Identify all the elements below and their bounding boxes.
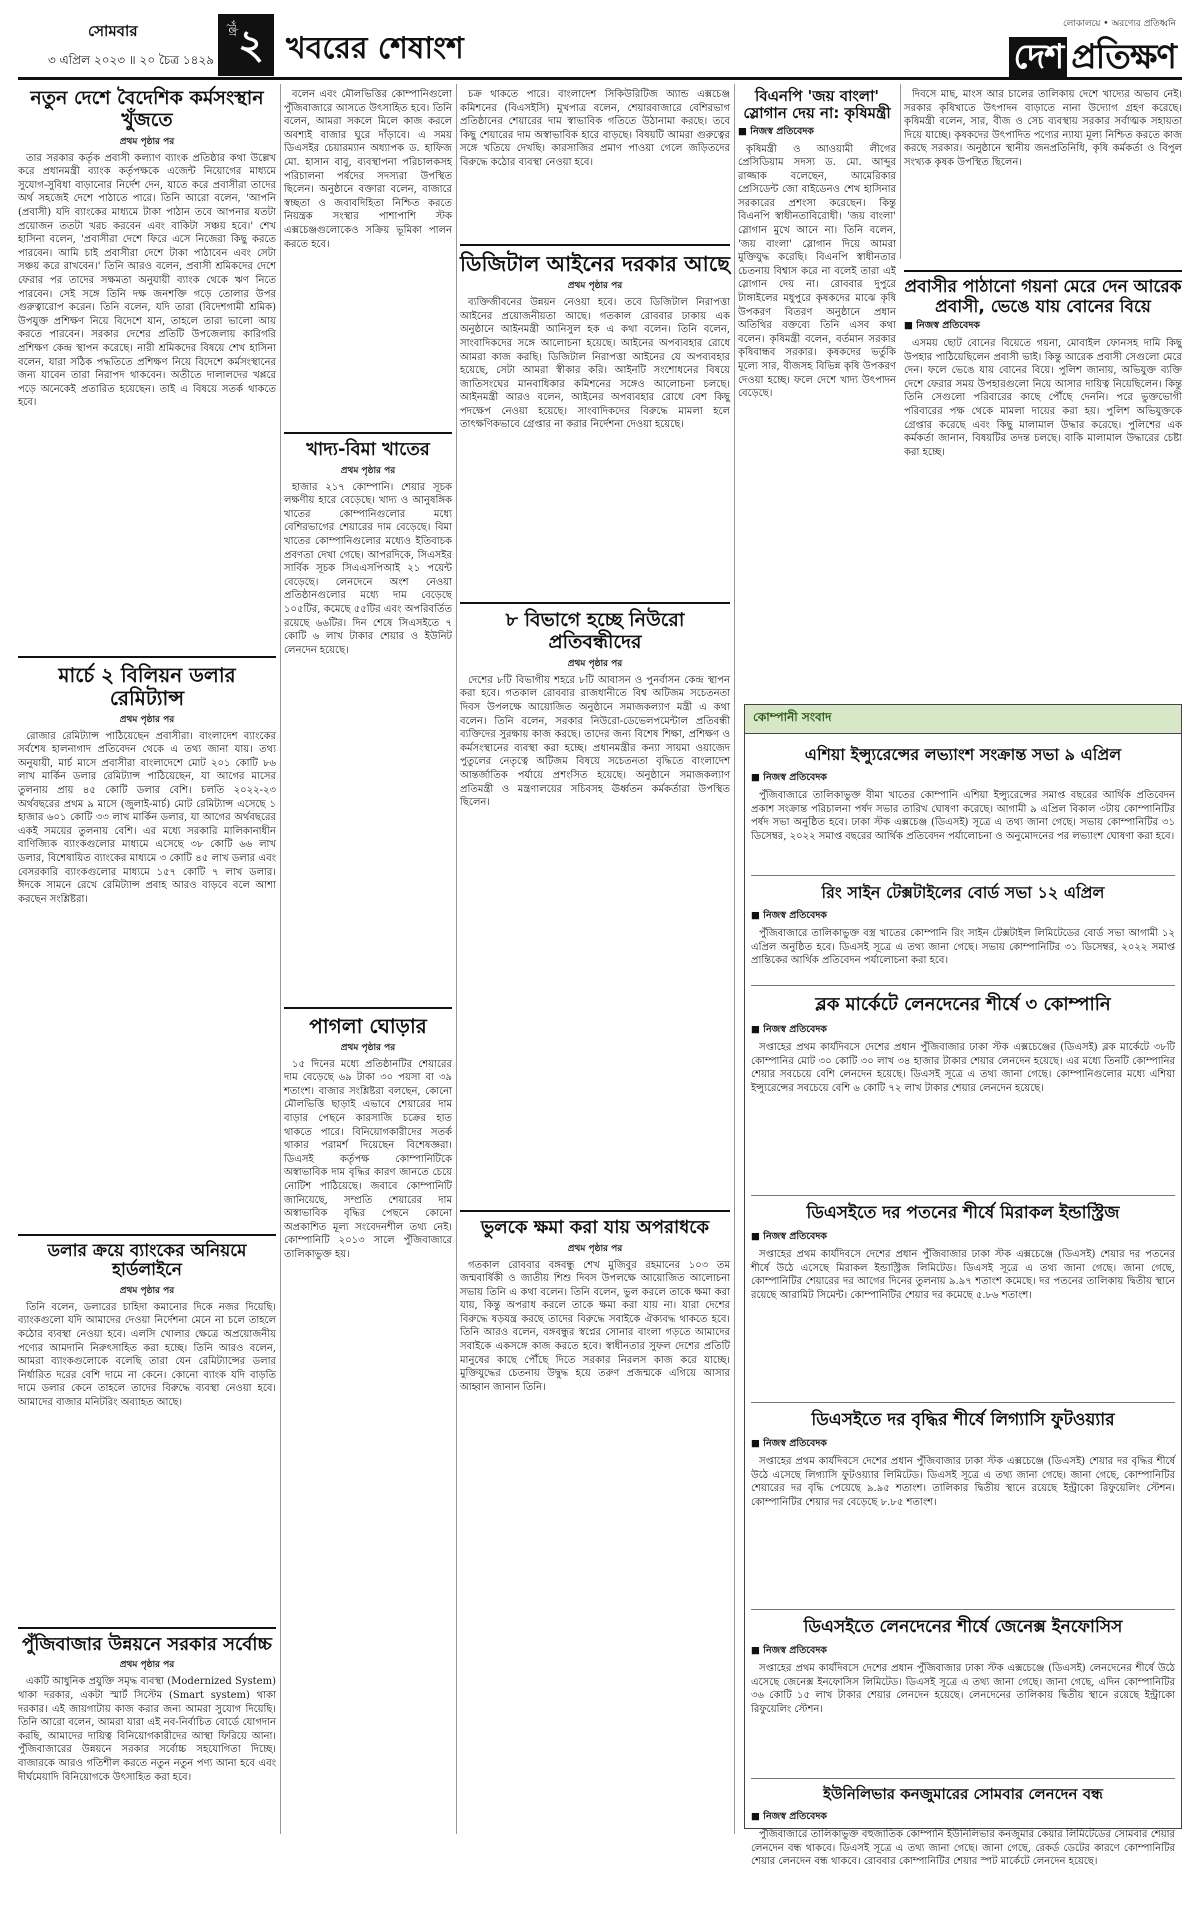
company-news-box [744,704,1182,1868]
article-headline: ডিজিটাল আইনের দরকার আছে [460,252,730,276]
article-body: হাজার ২১৭ কোম্পানি। শেয়ার সূচক লক্ষণীয় হারে বেড়েছে। খাদ্য ও আনুষঙ্গিক খাতের কোম্পানিগুলোর মধ্যে বেশিরভাগের শেয়ারের দাম বেড়েছে। বিমা খাতের কোম্পানিগুলোর মধ্যেও ইতিবাচক প্রবণতা দেখা গেছে। আপরদিকে, সিএসইর সার্বিক সূচক সিএএসপিআই ২১ পয়েন্ট বেড়েছে। লেনদেনে অংশ নেওয়া প্রতিষ্ঠানগুলোর মধ্যে দাম বেড়েছে ১০৫টির, কমেছে ৫৫টির এবং অপরিবর্তিত রয়েছে ৬৬টির। দিন শেষে সিএসইতে ৭ কোটি ৬ লাখ টাকার শেয়ার ও ইউনিট লেনদেন হয়েছে। [284,481,452,656]
continuation-note: প্রথম পৃষ্ঠার পর [567,658,623,669]
article-headline: নতুন দেশে বৈদেশিক কর্মসংস্থান খুঁজতে [30,87,264,131]
article-headline: ডলার ক্রয়ে ব্যাংকের অনিয়মে হার্ডলাইনে [47,1240,247,1281]
news-body: সপ্তাহের প্রথম কার্যদিবসে দেশের প্রধান পুঁজিবাজার ঢাকা স্টক এক্সচেঞ্জে (ডিএসই) শেয়ার দর পতনের শীর্ষে উঠে এসেছে মিরাকল ইন্ডাস্ট্রিজ লিমিটেড। ডিএসই সূত্রে এ তথ্য জানা গেছে। জানা গেছে, কোম্পানিটির শেয়ারের দর আগের দিনের তুলনায় ৯.৯৭ শতাংশ কমেছে। দর পতনের তালিকায় দ্বিতীয় স্থানে রয়েছে আরামিট সিমেন্ট। কোম্পানিটির শেয়ার দর কমেছে ৫.৮৬ শতাংশ। [751,1249,1175,1301]
masthead-tagline: লোকালয়ে • অরণ্যের প্রতিধ্বনি [1062,19,1176,29]
divider [18,1627,276,1629]
article-body: চক্র থাকতে পারে। বাংলাদেশ সিকিউরিটিজ অ্যান্ড এক্সচেঞ্জ কমিশনের (বিএসইসি) মুখপাত্র বলেন, শেয়ারবাজারে বেশিরভাগ প্রতিষ্ঠানের শেয়ারের দাম স্বাভাবিক গতিতে উঠানামা করছে। তবে কিছু শেয়ারের দাম অস্বাভাবিক হারে বাড়ছে। বিষয়টি আমরা গুরুত্বের সঙ্গে খতিয়ে দেখছি। কারসাজির প্রমাণ পাওয়া গেলে জড়িতদের বিরুদ্ধে কঠোর ব্যবস্থা নেওয়া হবে। [460,89,730,168]
article-gold-theft [904,264,1182,547]
company-news-item [751,990,1175,1191]
article-body: এসময় ছোট বোনের বিয়েতে গয়না, মোবাইল ফোনসহ দামি কিছু উপহার পাঠিয়েছিলেন প্রবাসী ভাই। কিন্তু আরেক প্রবাসী সেগুলো মেরে দেন। ফলে ভেঙে যায় বোনের বিয়ে। পুলিশ জানায়, অভিযুক্ত ব্যক্তি দেশে ফেরার সময় উপহারগুলো নিয়ে আসার দায়িত্ব নিয়েছিলেন। কিন্তু তিনি সেগুলো পরিবারের কাছে পৌঁছে দেননি। পরে ভুক্তভোগী পরিবারের পক্ষ থেকে মামলা দায়ের করা হয়। পুলিশ অভিযুক্তকে গ্রেপ্তার করেছে এবং কিছু মালামাল উদ্ধার করেছে। পুলিশের এক কর্মকর্তা জানান, বিষয়টির তদন্ত চলছে। বাকি মালামাল উদ্ধারের চেষ্টা করা হচ্ছে। [904,338,1182,458]
article-body: রোজার রেমিট্যান্স পাঠিয়েছেন প্রবাসীরা। বাংলাদেশ ব্যাংকের সর্বশেষ হালনাগাদ প্রতিবেদন থেকে এ তথ্য জানা যায়। তথ্য অনুযায়ী, মার্চ মাসে প্রবাসীরা বাংলাদেশে মোট ২০১ কোটি ৮৬ লাখ মার্কিন ডলার রেমিট্যান্স পাঠিয়েছেন, যা আগের মাসের তুলনায় প্রায় ৪৫ কোটি ডলার বেশি। চলতি ২০২২-২৩ অর্থবছরের প্রথম ৯ মাসে (জুলাই-মার্চ) মোট রেমিট্যান্স এসেছে ১ হাজার ৬০১ কোটি ৩৩ লাখ মার্কিন ডলার, যা আগের অর্থবছরের একই সময়ের তুলনায় বেশি। এর মধ্যে সরকারি মালিকানাধীন বাণিজ্যিক ব্যাংকগুলোর মাধ্যমে এসেছে ৩৮ কোটি ৬৬ লাখ ডলার, বিশেষায়িত ব্যাংকের মাধ্যমে ৩ কোটি ৪৫ লাখ ডলার এবং বেসরকারি ব্যাংকগুলোর মাধ্যমে ১৫৭ কোটি ৭ লাখ ডলার। ঈদকে সামনে রেখে রেমিট্যান্স প্রবাহ আরও বাড়বে বলে আশা করছেন সংশ্লিষ্টরা। [18,730,276,905]
continuation-note: প্রথম পৃষ্ঠার পর [340,465,396,476]
continuation-note: প্রথম পৃষ্ঠার পর [567,1243,623,1254]
divider [284,1007,452,1009]
section-title: খবরের শেষাংশ [286,31,464,66]
page-number-box [218,14,274,76]
page-header [18,14,1182,80]
article-body: কৃষিমন্ত্রী ও আওয়ামী লীগের প্রেসিডিয়াম সদস্য ড. মো. আব্দুর রাজ্জাক বলেছেন, আমেরিকার প্রেসিডেন্ট জো বাইডেনও শেখ হাসিনার সরকারের প্রশংসা করেছেন। কিন্তু বিএনপি স্বাধীনতাবিরোধী। 'জয় বাংলা' স্লোগান মুখে আনে না। তিনি বলেন, 'জয় বাংলা' স্লোগান দিয়ে আমরা মুক্তিযুদ্ধ করেছি। বিএনপি স্বাধীনতার চেতনায় বিশ্বাস করে না বলেই তারা এই স্লোগান দেয় না। রোববার দুপুরে টাঙ্গাইলের মধুপুরে কৃষকদের মাঝে কৃষি উপকরণ বিতরণ অনুষ্ঠানে প্রধান অতিথির বক্তব্যে তিনি এসব কথা বলেন। কৃষিমন্ত্রী বলেন, বর্তমান সরকার কৃষিবান্ধব সরকার। কৃষকদের ভর্তুকি মূল্যে সার, বীজসহ বিভিন্ন কৃষি উপকরণ দেওয়া হচ্ছে। ফলে দেশে খাদ্য উৎপাদন বেড়েছে। [738,143,896,400]
news-body: সপ্তাহের প্রথম কার্যদিবসে দেশের প্রধান পুঁজিবাজার ঢাকা স্টক এক্সচেঞ্জে (ডিএসই) শেয়ার দর বৃদ্ধির শীর্ষে উঠে এসেছে লিগ্যাসি ফুটওয়্যার লিমিটেড। ডিএসই সূত্রে এ তথ্য জানা গেছে। জানা গেছে, কোম্পানিটির শেয়ারের দর বৃদ্ধি পেয়েছে ৯.৯৫ শতাংশ। তালিকার দ্বিতীয় স্থানে রয়েছে ইন্ট্রাকো রিফুয়েলিং স্টেশন। কোম্পানিটির শেয়ার দর বেড়েছে ৮.৮৫ শতাংশ। [751,1456,1175,1508]
logo-word: প্রতিক্ষণ [1071,37,1176,77]
article-headline: প্রবাসীর পাঠানো গয়না মেরে দেন আরেক প্রবাসী, ভেঙে যায় বোনের বিয়ে [904,277,1182,317]
reporter-byline: ■ নিজস্ব প্রতিবেদক [751,771,1175,786]
company-news-list [745,734,1181,1902]
news-headline: ব্লক মার্কেটে লেনদেনের শীর্ষে ৩ কোম্পানি [815,994,1111,1015]
divider [904,270,1182,272]
divider [460,602,730,604]
column-3 [460,84,730,1834]
continuation-note: প্রথম পৃষ্ঠার পর [119,714,175,725]
reporter-byline: ■ নিজস্ব প্রতিবেদক [738,125,896,140]
divider [751,1778,1175,1779]
news-headline: রিং সাইন টেক্সটাইলের বোর্ড সভা ১২ এপ্রিল [821,883,1105,902]
article-body: দেশের ৮টি বিভাগীয় শহরে ৮টি আবাসন ও পুনর্বাসন কেন্দ্র স্থাপন করা হবে। গতকাল রোববার রাজধানীতে বিশ্ব অটিজম সচেতনতা দিবস উপলক্ষে আয়োজিত অনুষ্ঠানে সমাজকল্যাণ মন্ত্রী এ কথা বলেন। তিনি বলেন, সরকার নিউরো-ডেভেলপমেন্টাল প্রতিবন্ধী ব্যক্তিদের সুরক্ষায় কাজ করছে। তাদের জন্য বিশেষ শিক্ষা, প্রশিক্ষণ ও কর্মসংস্থানের ব্যবস্থা করা হচ্ছে। প্রধানমন্ত্রীর কন্যা সায়মা ওয়াজেদ পুতুলের নেতৃত্বে অটিজম বিষয়ে সচেতনতা বৃদ্ধিতে বাংলাদেশ আন্তর্জাতিক পর্যায়ে প্রশংসিত হয়েছে। অনুষ্ঠানে সমাজকল্যাণ প্রতিমন্ত্রী ও মন্ত্রণালয়ের সচিবসহ ঊর্ধ্বতন কর্মকর্তারা উপস্থিত ছিলেন। [460,674,730,809]
article-capital-market [18,1635,276,1925]
article-body: বলেন এবং মৌলভিত্তির কোম্পানিগুলো পুঁজিবাজারে আসতে উৎসাহিত হবে। তিনি বলেন, আমরা সকলে মিলে কাজ করলে অবশ্যই বাজার ঘুরে দাঁড়াবে। এ সময় ডিএসইর চেয়ারম্যান অধ্যাপক ড. হাফিজ মো. হাসান বাবু, ব্যবস্থাপনা পরিচালকসহ পরিচালনা পর্ষদের সদস্যরা উপস্থিত ছিলেন। অনুষ্ঠানে বক্তারা বলেন, বাজারে স্বচ্ছতা ও জবাবদিহিতা নিশ্চিত করতে নিয়ন্ত্রক সংস্থার পাশাপাশি স্টক এক্সচেঞ্জগুলোকেও সক্রিয় ভূমিকা পালন করতে হবে। [284,89,452,250]
reporter-byline: ■ নিজস্ব প্রতিবেদক [751,1230,1175,1245]
issue-day: সোমবার [88,22,138,40]
article-body: ১৫ দিনের মধ্যে প্রতিষ্ঠানটির শেয়ারের দাম বেড়েছে ৬৯ টাকা ৩০ পয়সা বা ৩৯ শতাংশ। বাজার সংশ্লিষ্টরা বলছেন, কোনো মৌলভিত্তি ছাড়াই এভাবে শেয়ারের দাম বাড়ার পেছনে কারসাজি চক্রের হাত থাকতে পারে। বিনিয়োগকারীদের সতর্ক থাকার পরামর্শ দিয়েছেন বিশেষজ্ঞরা। ডিএসই কর্তৃপক্ষ কোম্পানিটিকে অস্বাভাবিক দাম বৃদ্ধির কারণ জানতে চেয়ে নোটিশ পাঠিয়েছে। জবাবে কোম্পানিটি জানিয়েছে, সম্প্রতি শেয়ারের দাম অস্বাভাবিক বৃদ্ধির পেছনে কোনো অপ্রকাশিত মূল্য সংবেদনশীল তথ্য নেই। কোম্পানিটি ২০১৩ সালে পুঁজিবাজারে তালিকাভুক্ত হয়। [284,1058,452,1260]
divider [460,244,730,246]
article-overseas-jobs [18,88,276,650]
column-divider [456,84,457,1834]
column-1 [18,84,276,1834]
article-mad-horse [284,1015,452,1848]
article-body: গতকাল রোববার বঙ্গবন্ধু শেখ মুজিবুর রহমানের ১০৩ তম জন্মবার্ষিকী ও জাতীয় শিশু দিবস উপলক্ষে আয়োজিত আলোচনা সভায় তিনি এ কথা বলেন। তিনি বলেন, ভুল করলে তাকে ক্ষমা করা যায়, কিন্তু অপরাধ করলে তাকে ক্ষমা করা যায় না। যারা দেশের বিরুদ্ধে ষড়যন্ত্র করছে তাদের বিরুদ্ধে সবাইকে ঐক্যবদ্ধ থাকতে হবে। তিনি আরও বলেন, বঙ্গবন্ধুর স্বপ্নের সোনার বাংলা গড়তে আমাদের সবাইকে একসঙ্গে কাজ করতে হবে। স্বাধীনতার সুফল দেশের প্রতিটি মানুষের কাছে পৌঁছে দিতে সরকার নিরলস কাজ করে যাচ্ছে। মুক্তিযুদ্ধের চেতনায় উদ্বুদ্ধ হয়ে তরুণ প্রজন্মকে এগিয়ে আসার আহ্বান জানান তিনি। [460,1259,730,1393]
divider [751,1195,1175,1196]
page-body [18,84,1182,1868]
page-number: ২ [237,21,264,68]
article-joy-bangla [738,88,896,683]
news-headline: ডিএসইতে লেনদেনের শীর্ষে জেনেক্স ইনফোসিস [803,1617,1123,1637]
divider [751,1609,1175,1610]
article-headline: খাদ্য-বিমা খাতের [306,439,430,460]
reporter-byline: ■ নিজস্ব প্রতিবেদক [904,319,1182,334]
company-news-item [751,742,1175,871]
news-headline: ডিএসইতে দর পতনের শীর্ষে মিরাকল ইন্ডাস্ট্রিজ [806,1203,1120,1223]
article-food-insurance [284,440,452,1001]
article-headline: মার্চে ২ বিলিয়ন ডলার রেমিট্যান্স [58,662,236,710]
article-body: তার সরকার কর্তৃক প্রবাসী কল্যাণ ব্যাংক প্রতিষ্ঠার কথা উল্লেখ করে প্রধানমন্ত্রী ব্যাংক কর্তৃপক্ষকে এজেন্ট নিয়োগের মাধ্যমে সুযোগ-সুবিধা বাড়ানোর নির্দেশ দেন, যাতে করে প্রবাসীরা তাদের অর্থ সহজেই দেশে পাঠাতে পারে। তিনি আরো বলেন, 'আপনি (প্রবাসী) যদি ব্যাংকের মাধ্যমে টাকা পাঠান তবে আপনার যতটা প্রয়োজন ততটা খরচ করবেন এবং বাকিটা সঞ্চয় হবে।' শেখ হাসিনা বলেন, 'প্রবাসীরা দেশে ফিরে এসে নিজেরা কিছু করতে পারবেন। আমি চাই প্রবাসীরা দেশে টাকা পাঠাবেন এবং সেটা সঞ্চয় করে রাখবেন।' তিনি আরও বলেন, প্রবাসী শ্রমিকদের দেশে ফেরার পর তাদের সক্ষমতা অনুযায়ী ব্যাংক থেকে ঋণ নিতে পারবেন। সেই সঙ্গে তিনি দক্ষ জনশক্তি গড়ে তোলার উপর গুরুত্বারোপ করেন। তিনি বলেন, যদি তারা (বিদেশগামী শ্রমিক) উপযুক্ত প্রশিক্ষণ নিয়ে বিদেশে যান, তাহলে তারা ভালো আয় করতে পারবেন। সরকার দেশের প্রতিটি উপজেলায় কারিগরি প্রশিক্ষণ কেন্দ্র স্থাপন করেছে। নারী শ্রমিকদের বিষয়ে শেখ হাসিনা বলেন, যারা সঠিক পদ্ধতিতে প্রশিক্ষণ নিয়ে বিদেশে কর্মসংস্থানের জন্য যাবেন তারা নিরাপদ থাকবেন। অতীতে দালালদের খপ্পরে পড়ে অনেকেই প্রতারিত হয়েছেন। তাই এ বিষয়ে সতর্ক থাকতে হবে। [18,152,276,409]
divider [751,875,1175,876]
divider [460,1210,730,1212]
article-body: ব্যক্তিজীবনের উন্নয়ন নেওয়া হবে। তবে ডিজিটাল নিরাপত্তা আইনের প্রয়োজনীয়তা আছে। গতকাল রোববার ঢাকায় এক অনুষ্ঠানে আইনমন্ত্রী আনিসুল হক এ কথা বলেন। তিনি বলেন, সাংবাদিকদের সঙ্গে আলোচনা হয়েছে। আইনের অপব্যবহার রোধে আমরা কাজ করছি। ডিজিটাল নিরাপত্তা আইনের যে অপব্যবহার হয়েছে, সেটা আমরা স্বীকার করি। আইনটি সংশোধনের বিষয়ে জাতিসংঘের মানবাধিকার কমিশনের সঙ্গেও আলোচনা চলছে। আইনমন্ত্রী আরও বলেন, আইনের অপব্যবহার রোধে বেশ কিছু পদক্ষেপ নেওয়া হয়েছে। সাংবাদিকদের বিরুদ্ধে মামলা হলে তাৎক্ষণিকভাবে গ্রেপ্তার না করার নির্দেশনা দেওয়া হয়েছে। [460,297,730,431]
article-body: একটি আধুনিক প্রযুক্তি সমৃদ্ধ ব্যবস্থা (Modernized System) থাকা দরকার, একটা স্মার্ট সিস্টেম (Smart system) থাকা দরকার। এই জায়গাটায় কাজ করার জন্য আমরা সুযোগ দিয়েছি। তিনি আরো বলেন, আমরা যারা এই নব-নির্বাচিত বোর্ডে যোগদান করছি, আমাদের দায়িত্ব বিনিয়োগকারীদের আস্থা ফিরিয়ে আনা। পুঁজিবাজারের উন্নয়নে সরকার সর্বোচ্চ সহযোগিতা দিচ্ছে। বাজারকে আরও গতিশীল করতে নতুন নতুন পণ্য আনা হবে এবং দীর্ঘমেয়াদি বিনিয়োগকে উৎসাহিত করা হবে। [18,1676,276,1783]
news-body: পুঁজিবাজারে তালিকাভুক্ত বীমা খাতের কোম্পানি এশিয়া ইন্স্যুরেন্সের সমাপ্ত বছরের আর্থিক প্রতিবেদন প্রকাশ সংক্রান্ত পরিচালনা পর্ষদ সভার তারিখ ঘোষণা করেছে। আগামী ৯ এপ্রিল বিকাল ৩টায় কোম্পানিটির পর্ষদ সভা অনুষ্ঠিত হবে। ঢাকা স্টক এক্সচেঞ্জ (ডিএসই) সূত্রে এ তথ্য জানা গেছে। সভায় কোম্পানিটির ৩১ ডিসেম্বর, ২০২২ সমাপ্ত বছরের আর্থিক প্রতিবেদন পর্যালোচনা ও অনুমোদনের পর লভ্যাংশ ঘোষণা করা হবে। [751,790,1175,842]
article-dollar-purchase [18,1242,276,1621]
continuation-note: প্রথম পৃষ্ঠার পর [340,1042,396,1053]
news-headline: এশিয়া ইন্স্যুরেন্সের লভ্যাংশ সংক্রান্ত সভা ৯ এপ্রিল [804,745,1122,764]
article-remittance [18,664,276,1228]
company-news-item [751,1614,1175,1774]
article-body: তিনি বলেন, ডলারের চাহিদা কমানোর দিকে নজর দিয়েছি। ব্যাংকগুলো যদি আমাদের দেওয়া নির্দেশনা মেনে না চলে তাহলে কঠোর ব্যবস্থা নেওয়া হবে। এলসি খোলার ক্ষেত্রে অপ্রয়োজনীয় পণ্যের আমদানি নিরুৎসাহিত করা হচ্ছে। তিনি আরও বলেন, আমরা ব্যাংকগুলোকে বলেছি তারা যেন রেমিট্যান্সের ডলার নির্ধারিত দরের বেশি দামে না কেনে। কোনো ব্যাংক যদি বাড়তি দামে ডলার কেনে তাহলে তাদের বিরুদ্ধে ব্যবস্থা নেওয়া হবে। আমাদের বাজার মনিটরিং অব্যাহত আছে। [18,1301,276,1408]
news-headline: ইউনিলিভার কনজুমারের সোমবার লেনদেন বন্ধ [823,1785,1103,1803]
article-neuro-disabled [460,610,730,1204]
news-headline: ডিএসইতে দর বৃদ্ধির শীর্ষে লিগ্যাসি ফুটওয়্যার [811,1410,1115,1430]
page-word: পৃষ্ঠা [226,20,237,37]
column-divider [734,84,735,1834]
article-headline: ভুলকে ক্ষমা করা যায় অপরাধকে [480,1216,710,1238]
news-body: সপ্তাহের প্রথম কার্যদিবসে দেশের প্রধান পুঁজিবাজার ঢাকা স্টক এক্সচেঞ্জে (ডিএসই) লেনদেনের শীর্ষে উঠে এসেছে জেনেক্স ইনফোসিস লিমিটেড। ডিএসই সূত্রে এ তথ্য জানা গেছে। জানা গেছে, এদিন কোম্পানিটির ৩৬ কোটি ১৫ লাখ টাকার শেয়ার লেনদেন হয়েছে। লেনদেনের তালিকায় দ্বিতীয় স্থানে রয়েছে ইন্ট্রাকো রিফুয়েলিং স্টেশন। [751,1663,1175,1715]
news-body: সপ্তাহের প্রথম কার্যদিবসে দেশের প্রধান পুঁজিবাজার ঢাকা স্টক এক্সচেঞ্জের (ডিএসই) ব্লক মার্কেটে ৩৮টি কোম্পানির মোট ৩০ কোটি ৩০ লাখ ৩৪ হাজার টাকার শেয়ার লেনদেন হয়েছে। এর মধ্যে তিনটি কোম্পানির শেয়ার সবচেয়ে বেশি লেনদেন হয়েছে। ডিএসই সূত্রে এ তথ্য জানা গেছে। কোম্পানিগুলোর মধ্যে এশিয়া ইন্স্যুরেন্সের সবচেয়ে বেশি ৬ কোটি ৭২ লাখ টাকার শেয়ার লেনদেন হয়েছে। [751,1042,1175,1094]
divider [284,432,452,434]
news-body: পুঁজিবাজারে তালিকাভুক্ত বহুজাতিক কোম্পানি ইউনিলিভার কনজুমার কেয়ার লিমিটেডের সোমবার শেয়ার লেনদেন বন্ধ থাকবে। ডিএসই সূত্রে এ তথ্য জানা গেছে। জানা গেছে, রেকর্ড ডেটের কারণে কোম্পানিটির শেয়ার লেনদেন বন্ধ থাকবে। রোববার কোম্পানিটির শেয়ার স্পট মার্কেটে লেনদেন হয়েছে। [751,1829,1175,1868]
article-digital-law [460,252,730,596]
article-headline: ৮ বিভাগে হচ্ছে নিউরো প্রতিবন্ধীদের [505,609,685,653]
reporter-byline: ■ নিজস্ব প্রতিবেদক [751,1644,1175,1659]
company-news-item [751,880,1175,981]
divider [751,1402,1175,1403]
reporter-byline: ■ নিজস্ব প্রতিবেদক [751,1437,1175,1452]
article-headline: পুঁজিবাজার উন্নয়নে সরকার সর্বোচ্চ [22,1633,272,1655]
news-body: পুঁজিবাজারে তালিকাভুক্ত বস্ত্র খাতের কোম্পানি রিং সাইন টেক্সটাইল লিমিটেডের বোর্ড সভা আগামী ১২ এপ্রিল অনুষ্ঠিত হবে। ডিএসই সূত্রে এ তথ্য জানা গেছে। সভায় কোম্পানিটির ৩১ ডিসেম্বর, ২০২২ সমাপ্ত প্রান্তিকের আর্থিক প্রতিবেদন পর্যালোচনা করা হবে। [751,928,1175,967]
masthead-logo [1009,16,1176,88]
issue-date: ৩ এপ্রিল ২০২৩ ॥ ২০ চৈত্র ১৪২৯ [48,53,215,67]
continuation-note: প্রথম পৃষ্ঠার পর [119,136,175,147]
continuation-note: প্রথম পৃষ্ঠার পর [119,1285,175,1296]
reporter-byline: ■ নিজস্ব প্রতিবেদক [751,1023,1175,1038]
column-2 [284,84,452,1834]
article-headline: বিএনপি 'জয় বাংলা' স্লোগান দেয় না: কৃষিমন্ত্রী [743,87,891,123]
article-forgive-mistake [460,1218,730,1819]
article-body: দিবসে মাছ, মাংস আর চালের তালিকায় দেশে খাদ্যের অভাব নেই। সরকার কৃষিখাতে উৎপাদন বাড়াতে নানা উদ্যোগ গ্রহণ করেছে। কৃষিমন্ত্রী বলেন, সার, বীজ ও সেচ ব্যবস্থায় সরকার সর্বাত্মক সহায়তা দিয়ে যাচ্ছে। কৃষকদের উৎপাদিত পণ্যের ন্যায্য মূল্য নিশ্চিত করতে কাজ করছে সরকার। অনুষ্ঠানে স্থানীয় জনপ্রতিনিধি, কৃষি কর্মকর্তা ও বিপুল সংখ্যক কৃষক উপস্থিত ছিলেন। [904,89,1182,168]
logo-box-word: দেশ [1009,37,1067,77]
continuation-note: প্রথম পৃষ্ঠার পর [567,281,623,292]
divider [18,1234,276,1236]
company-news-item [751,1407,1175,1605]
reporter-byline: ■ নিজস্ব প্রতিবেদক [751,909,1175,924]
article-headline: পাগলা ঘোড়ার [309,1013,427,1038]
company-news-item [751,1200,1175,1398]
company-news-item [751,1783,1175,1898]
continuation-note: প্রথম পৃষ্ঠার পর [119,1660,175,1671]
reporter-byline: ■ নিজস্ব প্রতিবেদক [751,1810,1175,1825]
column-divider [280,84,281,1834]
company-news-title: কোম্পানী সংবাদ [745,705,1181,734]
divider [18,656,276,658]
divider [751,985,1175,986]
column-divider [900,84,901,259]
